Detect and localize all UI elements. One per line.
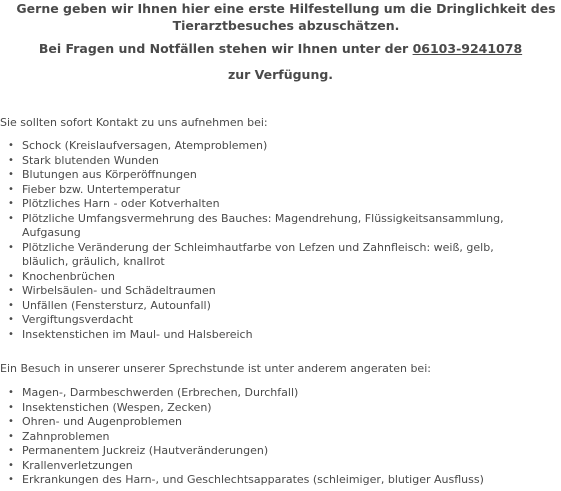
list-item: • Ohren- und Augenproblemen [0,415,542,430]
list-item: • Stark blutenden Wunden [0,154,542,169]
list-item: • Plötzliches Harn - oder Kotverhalten [0,197,542,212]
contact-line-text: Bei Fragen und Notfällen stehen wir Ihnen unter der [38,41,413,56]
list-item: • Plötzliche Veränderung der Schleimhautfarbe von Lefzen und Zahnfleisch: weiß, gelb, bläulich, gräulich, knallrot [0,241,542,270]
list-item: • Permanentem Juckreiz (Hautveränderungen) [0,444,542,459]
immediate-contact-list [0,139,561,342]
contact-line-end: zur Verfügung. [227,67,334,82]
consultation-heading: Ein Besuch in unserer unserer Sprechstunde ist unter anderem angeraten bei: [0,362,431,375]
list-item: • Vergiftungsverdacht [0,313,542,328]
list-item: • Magen-, Darmbeschwerden (Erbrechen, Durchfall) [0,386,542,401]
contact-line [0,40,561,57]
list-item: • Wirbelsäulen- und Schädeltraumen [0,284,542,299]
list-item: • Schock (Kreislaufversagen, Atemproblemen) [0,139,542,154]
list-item: • Knochenbrüchen [0,270,542,285]
list-item: • Erkrankungen des Harn-, und Geschlechtsapparates (schleimiger, blutiger Ausfluss) [0,473,542,488]
intro-heading: Gerne geben wir Ihnen hier eine erste Hilfestellung um die Dringlichkeit des Tierarztbesuches abzuschätzen. [16,1,556,33]
list-item: • Zahnproblemen [0,430,542,445]
list-item: • Unfällen (Fenstersturz, Autounfall) [0,299,542,314]
list-item: • Krallenverletzungen [0,459,542,474]
list-item: • Insektenstichen im Maul- und Halsbereich [0,328,542,343]
list-item: • Insektenstichen (Wespen, Zecken) [0,401,542,416]
consultation-list [0,386,561,488]
immediate-contact-heading: Sie sollten sofort Kontakt zu uns aufnehmen bei: [0,116,268,129]
list-item: • Plötzliche Umfangsvermehrung des Bauches: Magendrehung, Flüssigkeitsansammlung, Aufgasung [0,212,542,241]
list-item: • Blutungen aus Körperöffnungen [0,168,542,183]
list-item: • Fieber bzw. Untertemperatur [0,183,542,198]
phone-link[interactable]: 06103-9241078 [412,41,523,56]
